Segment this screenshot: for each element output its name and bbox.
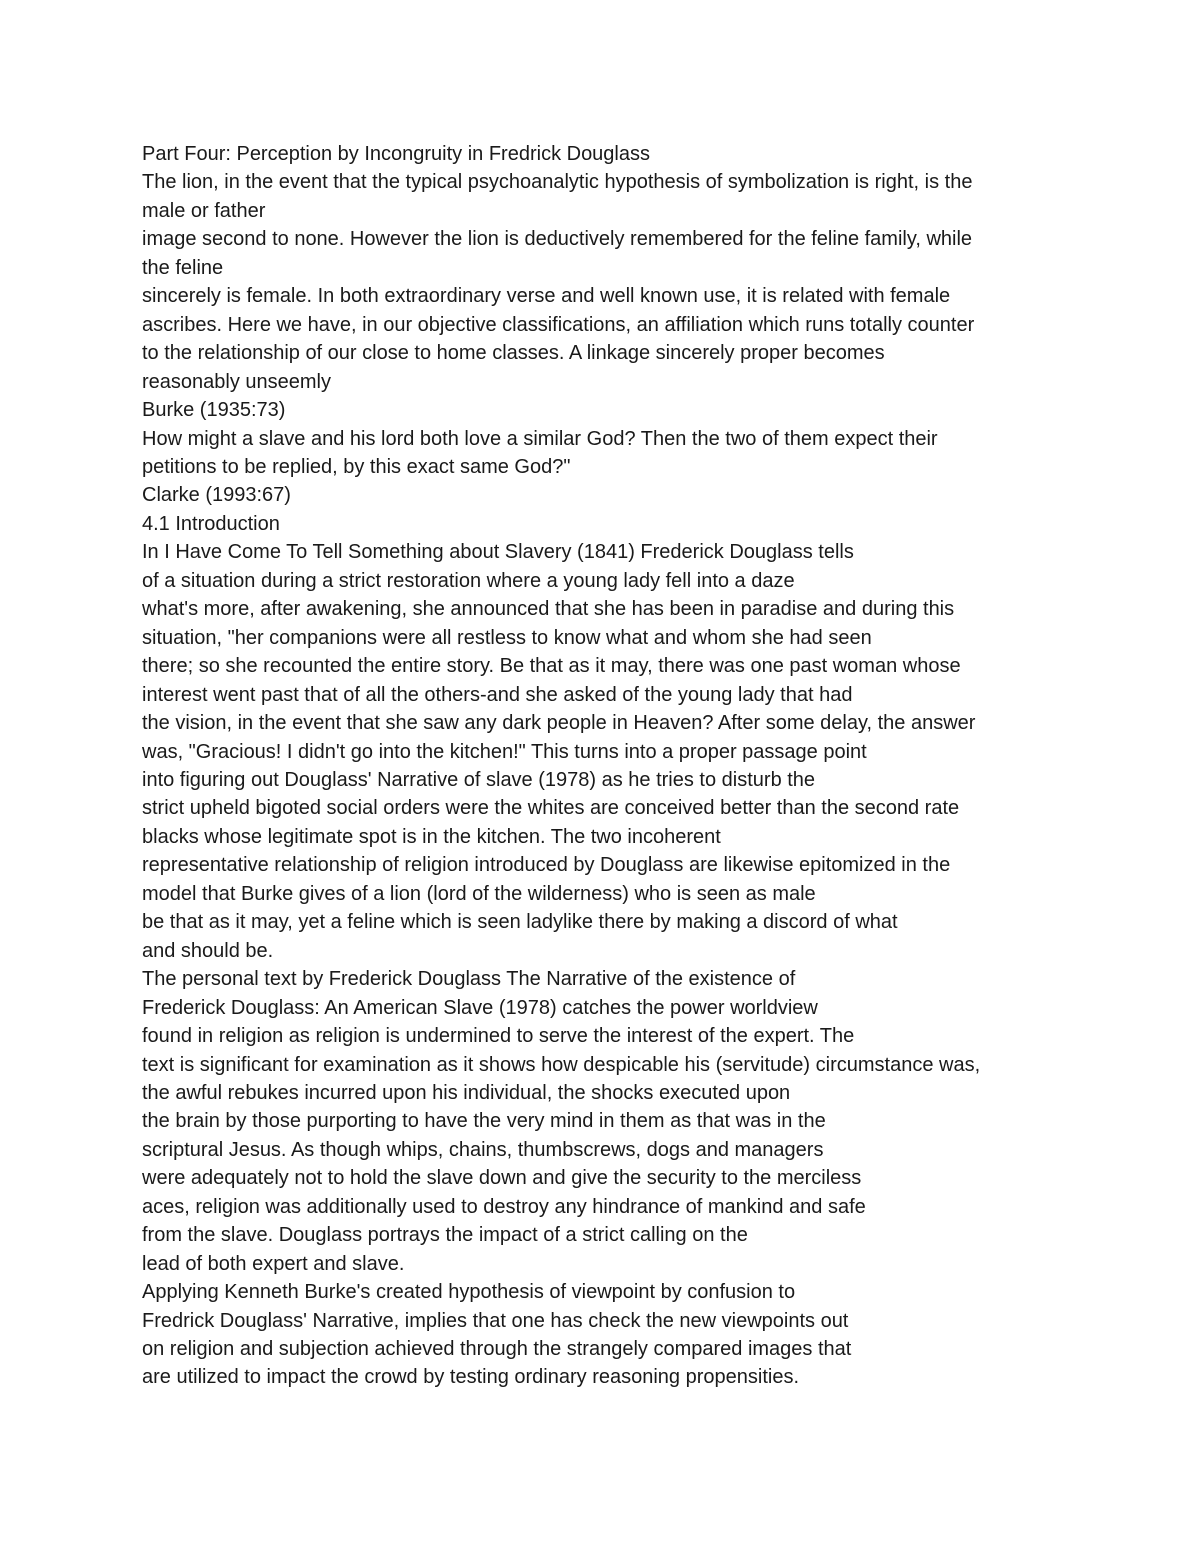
text-line: Applying Kenneth Burke's created hypothesis of viewpoint by confusion to [142, 1281, 796, 1304]
text-line: on religion and subjection achieved through the strangely compared images that [142, 1338, 852, 1361]
section-heading: Part Four: Perception by Incongruity in Fredrick Douglass [142, 143, 650, 165]
text-line: petitions to be replied, by this exact same God?" [142, 455, 571, 478]
text-line: and should be. [142, 939, 274, 962]
text-line: situation, "her companions were all restless to know what and whom she had seen [142, 626, 872, 649]
text-line: the feline [142, 256, 224, 279]
text-line: ascribes. Here we have, in our objective classifications, an affiliation which runs totally counter [142, 313, 975, 336]
text-line: the vision, in the event that she saw any dark people in Heaven? After some delay, the answer [142, 712, 976, 735]
text-line: aces, religion was additionally used to destroy any hindrance of mankind and safe [142, 1195, 866, 1218]
text-line: found in religion as religion is undermined to serve the interest of the expert. The [142, 1025, 855, 1048]
text-line: Fredrick Douglass' Narrative, implies that one has check the new viewpoints out [142, 1309, 849, 1332]
text-line: interest went past that of all the others-and she asked of the young lady that had [142, 683, 853, 706]
text-line: strict upheld bigoted social orders were the whites are conceived better than the second rate [142, 797, 960, 820]
text-line: text is significant for examination as it shows how despicable his (servitude) circumstance was, [142, 1053, 981, 1076]
text-line: male or father [142, 199, 266, 222]
text-line: lead of both expert and slave. [142, 1252, 405, 1275]
text-line: there; so she recounted the entire story. Be that as it may, there was one past woman whose [142, 655, 961, 678]
text-line: to the relationship of our close to home classes. A linkage sincerely proper becomes [142, 342, 885, 365]
text-line: of a situation during a strict restoration where a young lady fell into a daze [142, 569, 795, 592]
text-line: what's more, after awakening, she announced that she has been in paradise and during this [142, 598, 955, 621]
text-line: reasonably unseemly [142, 370, 331, 393]
text-line: the brain by those purporting to have the very mind in them as that was in the [142, 1110, 826, 1133]
text-line: scriptural Jesus. As though whips, chains, thumbscrews, dogs and managers [142, 1138, 824, 1161]
text-line: was, "Gracious! I didn't go into the kitchen!" This turns into a proper passage point [142, 740, 867, 763]
text-line: into figuring out Douglass' Narrative of slave (1978) as he tries to disturb the [142, 768, 816, 791]
text-line: How might a slave and his lord both love a similar God? Then the two of them expect their [142, 427, 938, 450]
text-line: image second to none. However the lion is deductively remembered for the feline family, while [142, 228, 973, 251]
text-line: Frederick Douglass: An American Slave (1978) catches the power worldview [142, 996, 818, 1019]
text-line: were adequately not to hold the slave down and give the security to the merciless [142, 1167, 862, 1190]
text-line: Burke (1935:73) [142, 399, 286, 422]
text-line: from the slave. Douglass portrays the impact of a strict calling on the [142, 1224, 748, 1247]
text-line: model that Burke gives of a lion (lord of the wilderness) who is seen as male [142, 882, 816, 905]
text-line: the awful rebukes incurred upon his individual, the shocks executed upon [142, 1081, 791, 1104]
text-line: sincerely is female. In both extraordinary verse and well known use, it is related with female [142, 285, 951, 308]
text-line: be that as it may, yet a feline which is seen ladylike there by making a discord of what [142, 911, 898, 934]
text-line: are utilized to impact the crowd by testing ordinary reasoning propensities. [142, 1366, 800, 1389]
text-line: representative relationship of religion introduced by Douglass are likewise epitomized in the [142, 854, 951, 877]
text-line: The lion, in the event that the typical psychoanalytic hypothesis of symbolization is right, is the [142, 171, 973, 194]
text-line: 4.1 Introduction [142, 512, 280, 535]
text-line: In I Have Come To Tell Something about Slavery (1841) Frederick Douglass tells [142, 541, 854, 564]
text-line: blacks whose legitimate spot is in the kitchen. The two incoherent [142, 825, 721, 848]
text-line: The personal text by Frederick Douglass The Narrative of the existence of [142, 968, 796, 991]
document-body [142, 140, 1102, 1392]
text-line: Clarke (1993:67) [142, 484, 291, 507]
